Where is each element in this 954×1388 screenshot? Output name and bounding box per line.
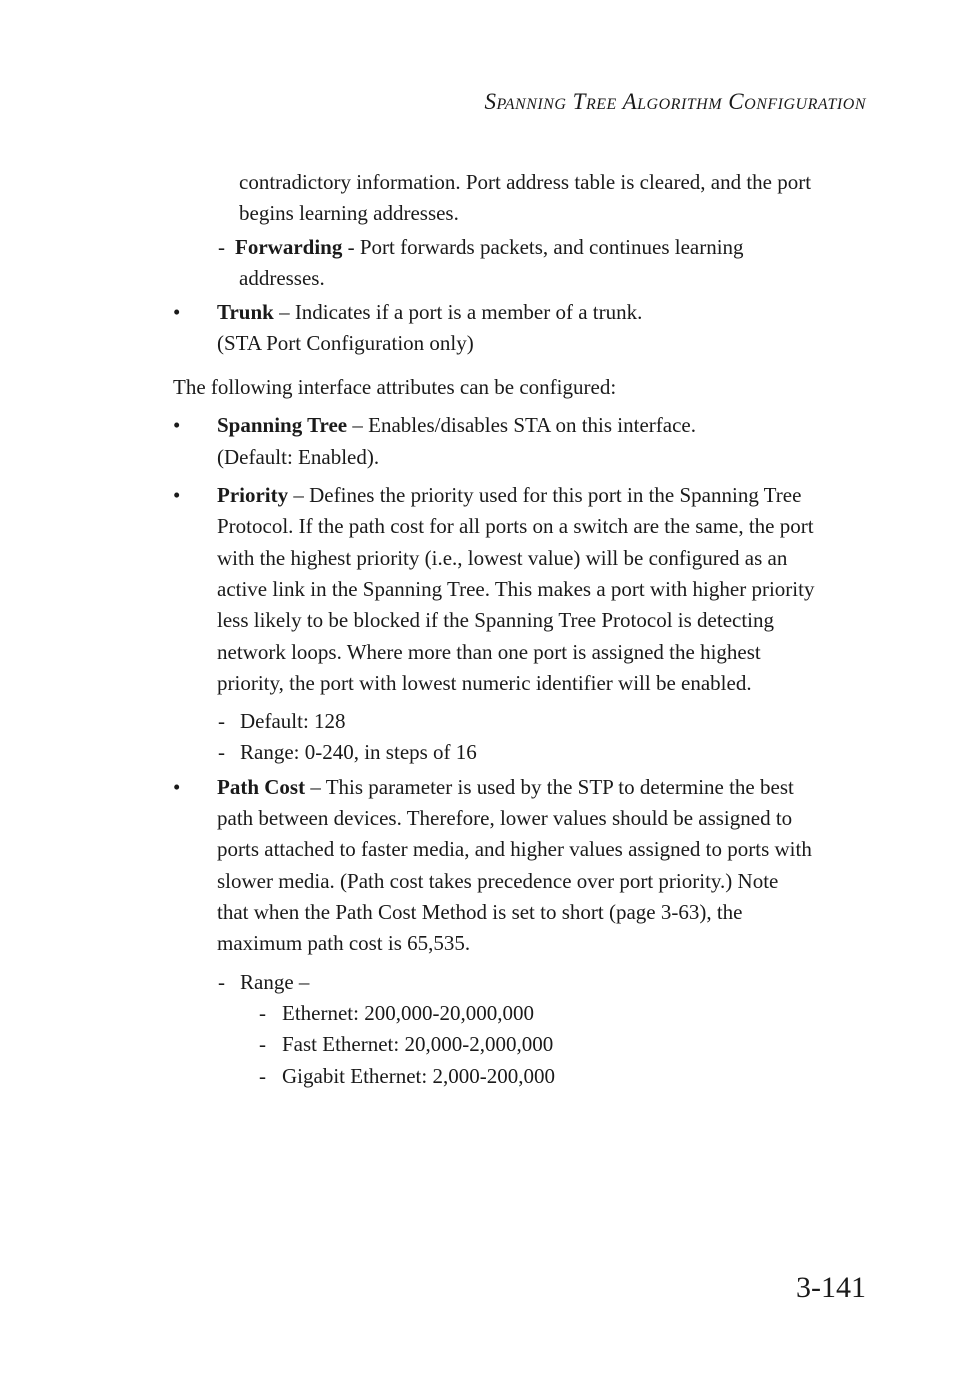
- priority-line-7: priority, the port with lowest numeric identifier will be enabled.: [217, 671, 752, 695]
- priority-sub-dash-1: -: [218, 709, 225, 733]
- spanning-tree-default: (Default: Enabled).: [217, 445, 380, 469]
- forwarding-desc-1: - Port forwards packets, and continues learning: [342, 235, 744, 259]
- spanning-tree-term: Spanning Tree: [217, 413, 348, 437]
- path-cost-bullet: •: [173, 775, 181, 799]
- range-fast-ethernet-dash: -: [259, 1032, 266, 1056]
- path-cost-line-3: ports attached to faster media, and higher values assigned to ports with: [217, 837, 812, 861]
- priority-line-6: network loops. Where more than one port is assigned the highest: [217, 640, 761, 664]
- forwarding-term: Forwarding: [235, 235, 343, 259]
- trunk-term: Trunk: [217, 300, 274, 324]
- range-gigabit-ethernet: Gigabit Ethernet: 2,000-200,000: [282, 1064, 555, 1088]
- priority-default: Default: 128: [240, 709, 346, 733]
- trunk-note: (STA Port Configuration only): [217, 331, 474, 355]
- page-number: 3-141: [796, 1271, 866, 1304]
- trunk-desc: – Indicates if a port is a member of a trunk.: [273, 300, 643, 324]
- range-dash: -: [218, 970, 225, 994]
- spanning-tree-bullet: •: [173, 413, 181, 437]
- priority-line-4: active link in the Spanning Tree. This makes a port with higher priority: [217, 577, 815, 601]
- path-cost-line-6: maximum path cost is 65,535.: [217, 931, 471, 955]
- spanning-tree-item: [217, 410, 696, 442]
- path-cost-text-1: – This parameter is used by the STP to determine the best: [305, 775, 794, 799]
- spanning-tree-desc: – Enables/disables STA on this interface.: [347, 413, 696, 437]
- priority-line-3: with the highest priority (i.e., lowest value) will be configured as an: [217, 546, 788, 570]
- range-ethernet-dash: -: [259, 1001, 266, 1025]
- priority-term: Priority: [217, 483, 289, 507]
- forwarding-desc-2: addresses.: [239, 266, 325, 290]
- priority-line-5: less likely to be blocked if the Spanning Tree Protocol is detecting: [217, 608, 775, 632]
- range-ethernet: Ethernet: 200,000-20,000,000: [282, 1001, 534, 1025]
- priority-bullet: •: [173, 483, 181, 507]
- cont-line-1: contradictory information. Port address table is cleared, and the port: [239, 170, 812, 194]
- path-cost-line-1: [217, 772, 794, 804]
- forwarding-item: [235, 232, 744, 264]
- trunk-item: [217, 297, 642, 329]
- intro-paragraph: The following interface attributes can be configured:: [173, 375, 617, 399]
- path-cost-line-4: slower media. (Path cost takes precedence over port priority.) Note: [217, 869, 779, 893]
- priority-sub-dash-2: -: [218, 740, 225, 764]
- forwarding-dash: -: [218, 235, 225, 259]
- range-fast-ethernet: Fast Ethernet: 20,000-2,000,000: [282, 1032, 554, 1056]
- priority-range: Range: 0-240, in steps of 16: [240, 740, 477, 764]
- priority-line-2: Protocol. If the path cost for all ports on a switch are the same, the port: [217, 514, 814, 538]
- path-cost-line-5: that when the Path Cost Method is set to short (page 3-63), the: [217, 900, 743, 924]
- running-header: Spanning Tree Algorithm Configuration: [484, 89, 866, 114]
- range-label: Range –: [240, 970, 310, 994]
- path-cost-line-2: path between devices. Therefore, lower values should be assigned to: [217, 806, 793, 830]
- range-gigabit-ethernet-dash: -: [259, 1064, 266, 1088]
- trunk-bullet: •: [173, 300, 181, 324]
- priority-line-1: [217, 480, 801, 512]
- priority-text-1: – Defines the priority used for this port in the Spanning Tree: [288, 483, 802, 507]
- path-cost-term: Path Cost: [217, 775, 306, 799]
- cont-line-2: begins learning addresses.: [239, 201, 459, 225]
